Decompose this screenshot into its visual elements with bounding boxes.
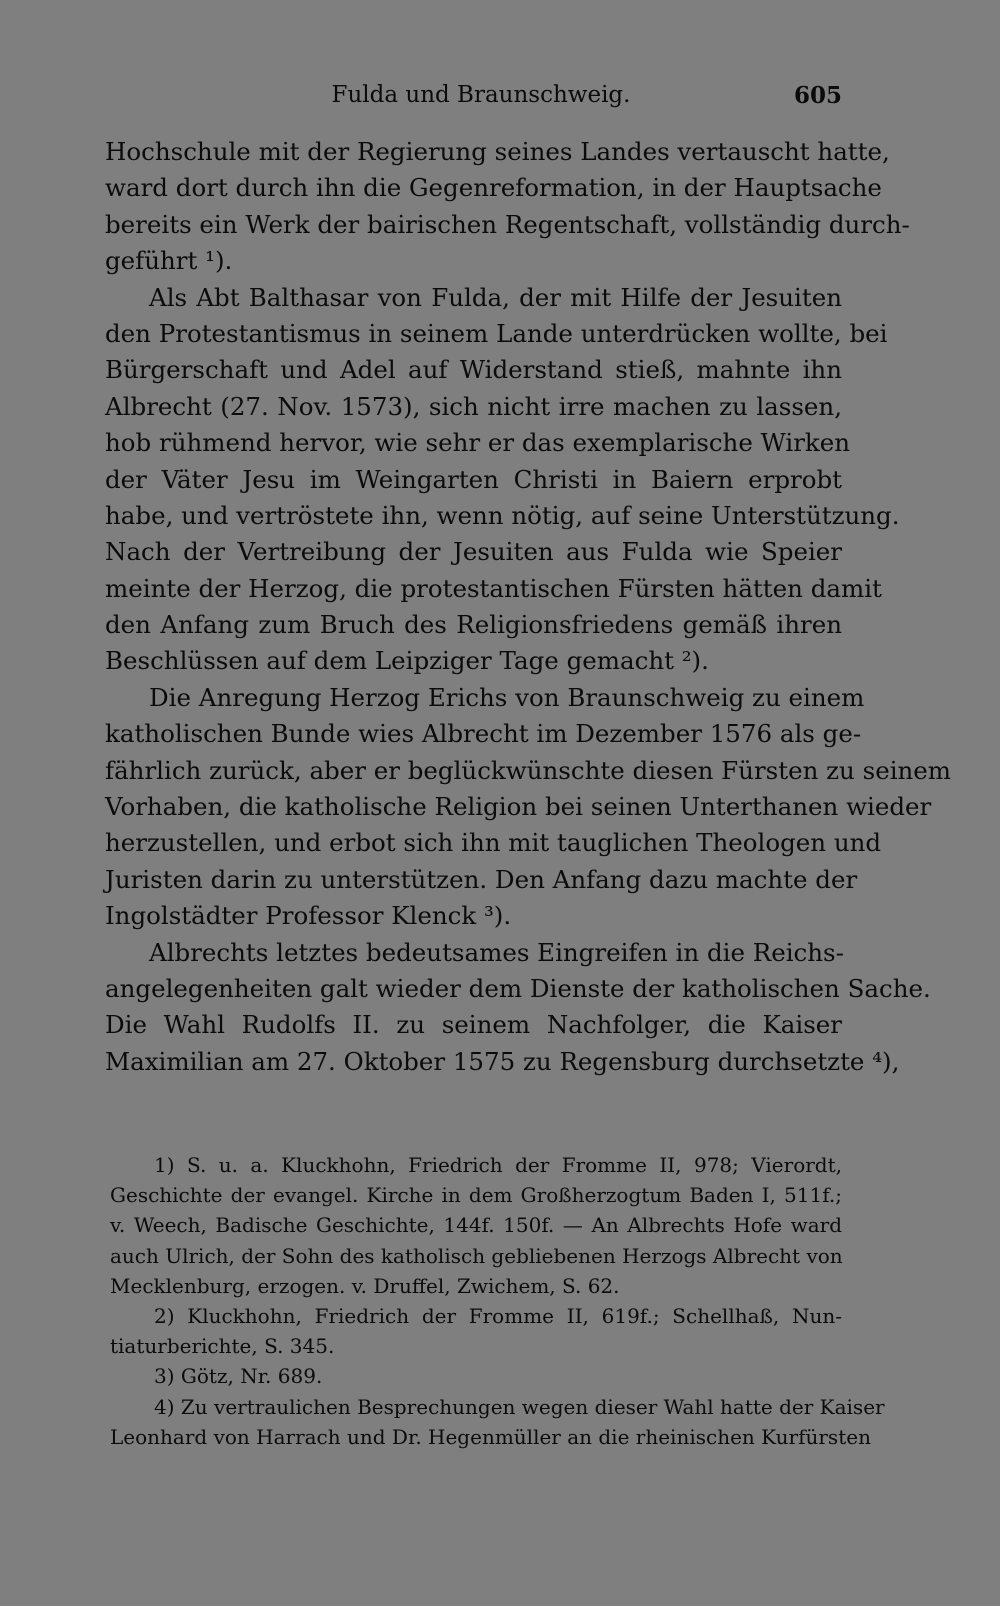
footnote-line: tiaturberichte, S. 345. xyxy=(110,1334,335,1359)
footnote-line: 1) S. u. a. Kluckhohn, Friedrich der Fromme II, 978; Vierordt, xyxy=(154,1153,842,1177)
text-line: hob rühmend hervor, wie sehr er das exemplarische Wirken xyxy=(105,428,851,458)
text-line: bereits ein Werk der bairischen Regentschaft, vollständig durch- xyxy=(105,209,910,239)
text-line: fährlich zurück, aber er beglückwünschte diesen Fürsten zu seinem xyxy=(105,755,952,785)
page-number: 605 xyxy=(793,82,842,109)
text-line: habe, und vertröstete ihn, wenn nötig, auf seine Unterstützung. xyxy=(105,500,900,530)
text-line: Bürgerschaft und Adel auf Widerstand stieß, mahnte ihn xyxy=(105,355,842,385)
footnote-line: 3) Götz, Nr. 689. xyxy=(154,1364,323,1389)
text-line: den Anfang zum Bruch des Religionsfriedens gemäß ihren xyxy=(105,610,842,640)
text-line: Maximilian am 27. Oktober 1575 zu Regensburg durchsetzte ⁴), xyxy=(105,1046,900,1076)
text-line: Die Wahl Rudolfs II. zu seinem Nachfolger, die Kaiser xyxy=(105,1010,842,1040)
footnote-line: auch Ulrich, der Sohn des katholisch gebliebenen Herzogs Albrecht von xyxy=(110,1243,843,1268)
text-line: ward dort durch ihn die Gegenreformation, in der Hauptsache xyxy=(105,173,882,203)
text-line: den Protestantismus in seinem Lande unterdrücken wollte, bei xyxy=(105,318,888,348)
text-line: Die Anregung Herzog Erichs von Braunschweig zu einem xyxy=(149,682,865,712)
text-line: katholischen Bunde wies Albrecht im Dezember 1576 als ge- xyxy=(105,719,862,749)
footnote-line: v. Weech, Badische Geschichte, 144f. 150f. — An Albrechts Hofe ward xyxy=(110,1213,842,1238)
footnotes xyxy=(110,1150,885,1452)
footnote-line: 2) Kluckhohn, Friedrich der Fromme II, 619f.; Schellhaß, Nun- xyxy=(154,1303,842,1328)
footnote-line: Leonhard von Harrach und Dr. Hegenmüller an die rheinischen Kurfürsten xyxy=(110,1424,871,1449)
main-text xyxy=(105,134,952,1080)
text-line: Beschlüssen auf dem Leipziger Tage gemacht ²). xyxy=(105,646,709,676)
text-line: Albrecht (27. Nov. 1573), sich nicht irre machen zu lassen, xyxy=(105,391,842,421)
text-line: herzustellen, und erbot sich ihn mit tauglichen Theologen und xyxy=(105,828,882,858)
text-line: meinte der Herzog, die protestantischen Fürsten hätten damit xyxy=(105,573,882,603)
text-line: Hochschule mit der Regierung seines Landes vertauscht hatte, xyxy=(105,137,890,166)
text-line: angelegenheiten galt wieder dem Dienste der katholischen Sache. xyxy=(105,973,931,1003)
text-line: Juristen darin zu unterstützen. Den Anfang dazu machte der xyxy=(105,864,858,894)
text-line: Vorhaben, die katholische Religion bei seinen Unterthanen wieder xyxy=(105,792,932,822)
text-line: Als Abt Balthasar von Fulda, der mit Hilfe der Jesuiten xyxy=(149,282,842,312)
running-title: Fulda und Braunschweig. xyxy=(331,82,631,108)
footnote-line: 4) Zu vertraulichen Besprechungen wegen dieser Wahl hatte der Kaiser xyxy=(154,1394,885,1419)
text-line: der Väter Jesu im Weingarten Christi in Baiern erprobt xyxy=(105,464,842,494)
text-line: geführt ¹). xyxy=(105,246,233,276)
page-header xyxy=(110,82,842,112)
text-line: Albrechts letztes bedeutsames Eingreifen in die Reichs- xyxy=(149,937,844,967)
text-line: Ingolstädter Professor Klenck ³). xyxy=(105,901,512,931)
footnote-line: Mecklenburg, erzogen. v. Druffel, Zwichem, S. 62. xyxy=(110,1273,620,1298)
footnote-line: Geschichte der evangel. Kirche in dem Großherzogtum Baden I, 511f.; xyxy=(110,1183,842,1208)
text-line: Nach der Vertreibung der Jesuiten aus Fulda wie Speier xyxy=(105,537,842,567)
